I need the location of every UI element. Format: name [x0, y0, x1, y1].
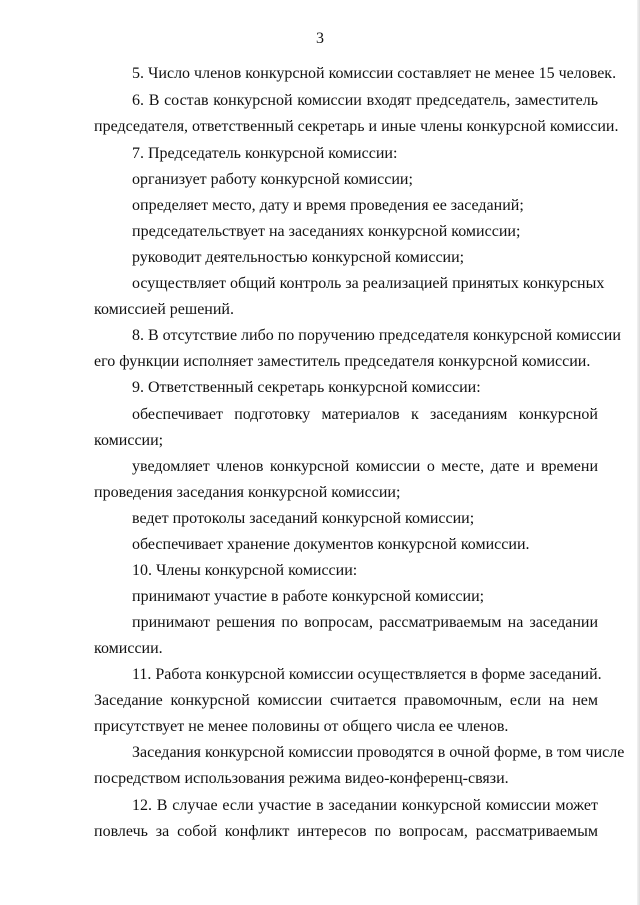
- text-line: комиссией решений.: [94, 301, 234, 318]
- text-line: посредством использования режима видео-конференц-связи.: [94, 770, 509, 787]
- text-line: его функции исполняет заместитель председателя конкурсной комиссии.: [94, 353, 591, 370]
- text-line: ведет протоколы заседаний конкурсной комиссии;: [132, 510, 475, 527]
- text-line: принимают участие в работе конкурсной комиссии;: [132, 588, 485, 605]
- text-line: осуществляет общий контроль за реализацией принятых конкурсных: [132, 275, 605, 292]
- text-line: 12. В случае если участие в заседании конкурсной комиссии может: [132, 797, 598, 814]
- text-line: 5. Число членов конкурсной комиссии составляет не менее 15 человек.: [132, 65, 617, 82]
- text-line: комиссии.: [94, 640, 163, 657]
- text-line: 10. Члены конкурсной комиссии:: [132, 562, 358, 579]
- text-line: руководит деятельностью конкурсной комиссии;: [132, 249, 465, 266]
- text-line: 11. Работа конкурсной комиссии осуществляется в форме заседаний.: [132, 666, 602, 683]
- text-line: 8. В отсутствие либо по поручению председателя конкурсной комиссии: [132, 327, 621, 344]
- text-line: 6. В состав конкурсной комиссии входят председатель, заместитель: [132, 92, 598, 109]
- text-line: повлечь за собой конфликт интересов по вопросам, рассматриваемым: [94, 823, 598, 840]
- text-line: председателя, ответственный секретарь и иные члены конкурсной комиссии.: [94, 118, 619, 135]
- text-line: уведомляет членов конкурсной комиссии о месте, дате и времени: [132, 458, 598, 475]
- text-line: Заседания конкурсной комиссии проводятся в очной форме, в том числе: [132, 744, 625, 761]
- text-line: определяет место, дату и время проведения ее заседаний;: [132, 197, 524, 214]
- text-line: обеспечивает хранение документов конкурсной комиссии.: [132, 536, 530, 553]
- text-line: проведения заседания конкурсной комиссии;: [94, 484, 401, 501]
- text-line: Заседание конкурсной комиссии считается правомочным, если на нем: [94, 692, 598, 709]
- text-line: обеспечивает подготовку материалов к заседаниям конкурсной: [132, 406, 598, 423]
- text-line: 7. Председатель конкурсной комиссии:: [132, 145, 398, 162]
- text-line: председательствует на заседаниях конкурсной комиссии;: [132, 223, 521, 240]
- text-line: комиссии;: [94, 432, 164, 449]
- text-line: организует работу конкурсной комиссии;: [132, 171, 413, 188]
- text-line: принимают решения по вопросам, рассматриваемым на заседании: [132, 614, 598, 631]
- text-line: присутствует не менее половины от общего числа ее членов.: [94, 718, 509, 735]
- page-number: 3: [316, 30, 324, 47]
- text-line: 9. Ответственный секретарь конкурсной комиссии:: [132, 379, 481, 396]
